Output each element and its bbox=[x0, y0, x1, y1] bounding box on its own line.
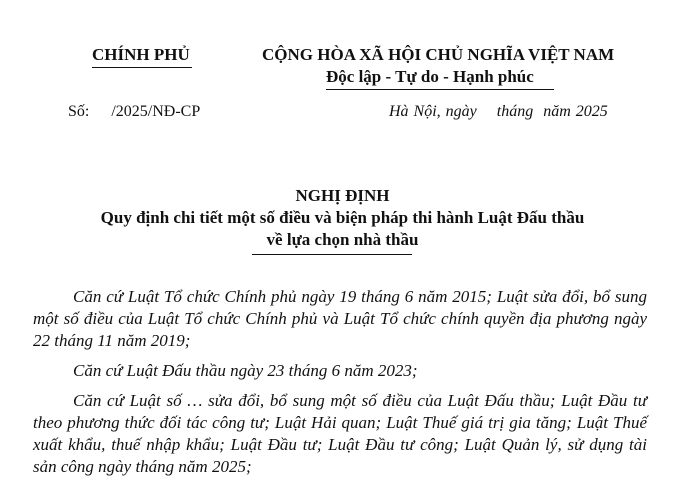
place-date-month: tháng bbox=[496, 103, 534, 120]
document-body bbox=[33, 286, 647, 478]
national-motto: Độc lập - Tự do - Hạnh phúc bbox=[326, 67, 534, 86]
agency-underline bbox=[92, 67, 192, 68]
document-number-value: /2025/NĐ-CP bbox=[111, 103, 201, 120]
place-and-date bbox=[389, 103, 608, 121]
document-title-line-1: Quy định chi tiết một số điều và biện pháp thi hành Luật Đấu thầu bbox=[100, 208, 585, 227]
legal-basis-paragraph: Căn cứ Luật Đấu thầu ngày 23 tháng 6 năm 2023; bbox=[73, 361, 418, 380]
place-date-year: năm 2025 bbox=[543, 103, 608, 120]
motto-underline bbox=[326, 89, 554, 90]
title-underline bbox=[252, 254, 412, 255]
place-date-city: Hà Nội, ngày bbox=[389, 103, 477, 120]
document-title-line-2: về lựa chọn nhà thầu bbox=[266, 230, 419, 249]
national-title: CỘNG HÒA XÃ HỘI CHỦ NGHĨA VIỆT NAM bbox=[262, 45, 615, 64]
legal-basis-paragraph: Căn cứ Luật số … sửa đổi, bổ sung một số điều của Luật Đấu thầu; Luật Đầu tư theo phương thức đối tác công tư; Luật Hải quan; Luật Thuế giá trị gia tăng; Luật Thuế xuất khẩu, thuế nhập khẩu; Luật Đầu tư; Luật Đầu tư công; Luật Quản lý, sử dụng tài sản công ngày tháng năm 2025; bbox=[33, 391, 647, 476]
document-type: NGHỊ ĐỊNH bbox=[295, 186, 390, 205]
issuing-agency: CHÍNH PHỦ bbox=[92, 45, 190, 64]
legal-basis-paragraph: Căn cứ Luật Tổ chức Chính phủ ngày 19 tháng 6 năm 2015; Luật sửa đổi, bổ sung một số điều của Luật Tổ chức Chính phủ và Luật Tổ chức chính quyền địa phương ngày 22 tháng 11 năm 2019; bbox=[33, 287, 647, 350]
document-number-label: Số: bbox=[68, 103, 90, 120]
document-number bbox=[68, 103, 200, 121]
